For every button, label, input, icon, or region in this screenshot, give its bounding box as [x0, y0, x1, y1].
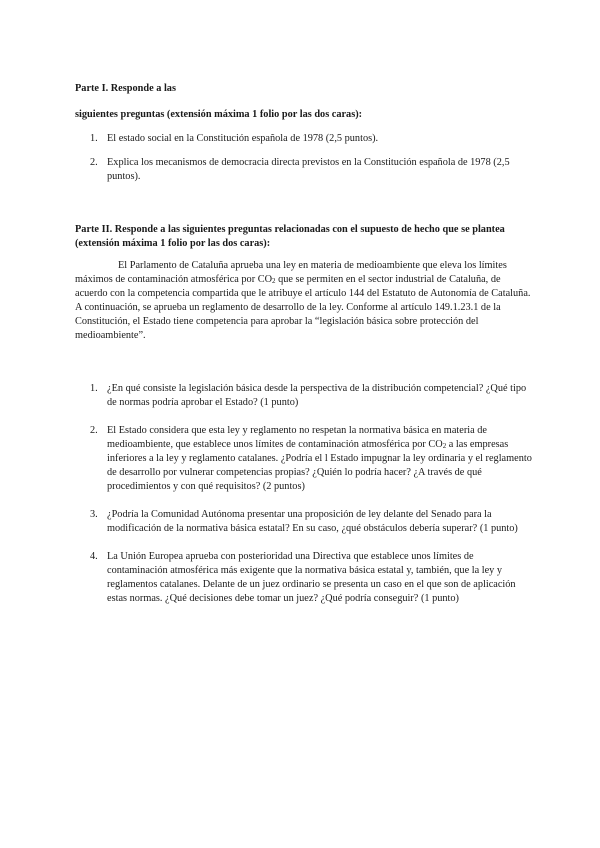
list-item-text-start: El Estado considera que esta ley y reglamento no respetan la normativa básica en materia de medioambiente, que establece unos límites de contaminación atmosférica por CO	[107, 425, 487, 450]
part1-heading-line1: Parte I. Responde a las	[75, 83, 176, 94]
part2-heading: Parte II. Responde a las siguientes preguntas relacionadas con el supuesto de hecho que se plantea (extensión máxima 1 folio por las dos caras):	[75, 224, 505, 249]
list-item-number: 2.	[90, 157, 98, 168]
part1-question-list	[75, 132, 535, 194]
part1-heading-line2: siguientes preguntas (extensión máxima 1 folio por las dos caras):	[75, 109, 363, 120]
list-item	[75, 424, 535, 494]
list-item	[75, 156, 535, 184]
list-item-number: 3.	[90, 509, 98, 520]
list-item-number: 2.	[90, 425, 98, 436]
part2-question-list	[75, 382, 535, 620]
list-item	[75, 550, 535, 606]
list-item-text: El estado social en la Constitución española de 1978 (2,5 puntos).	[107, 133, 379, 144]
paragraph-text-start: El Parlamento de Cataluña aprueba una ley en materia de medioambiente que eleva los límites máximos de contaminación atmosférica por CO	[75, 260, 507, 285]
list-item-text	[107, 425, 532, 492]
list-item	[75, 508, 535, 536]
paragraph-text-end: que se permiten en el sector industrial de Cataluña, de acuerdo con la competencia compartida que le atribuye el artículo 144 del Estatuto de Autonomía de Cataluña. A continuación, se aprueba un reglamento de desarrollo de la ley. Conforme al artículo 149.1.23.1 de la Constitución, el Estado tiene competencia para aprobar la “legislación básica sobre protección del medioambiente”.	[75, 274, 531, 341]
list-item-number: 1.	[90, 383, 98, 394]
list-item-text-end: a las empresas inferiores a la ley y reglamento catalanes. ¿Podría el l Estado impugnar la ley ordinaria y el reglamento de desarrollo por vulnerar competencias propias? ¿Quién lo podría hacer? ¿A través de qué procedimientos y con qué requisitos? (2 puntos)	[107, 439, 532, 492]
list-item-number: 4.	[90, 551, 98, 562]
list-item	[75, 132, 535, 146]
subscript-2: 2	[442, 442, 447, 450]
list-item-text: La Unión Europea aprueba con posterioridad una Directiva que establece unos límites de contaminación atmosférica más exigente que la normativa básica estatal y, también, que la ley y reglamentos catalanes. Delante de un juez ordinario se presenta un caso en el que son de aplicación estas normas. ¿Qué decisiones debe tomar un juez? ¿Qué podría conseguir? (1 punto)	[107, 551, 516, 604]
list-item	[75, 382, 535, 410]
list-item-text: ¿En qué consiste la legislación básica desde la perspectiva de la distribución competencial? ¿Qué tipo de normas podría aprobar el Estado? (1 punto)	[107, 383, 527, 408]
list-item-number: 1.	[90, 133, 98, 144]
case-statement-paragraph	[75, 259, 535, 343]
list-item-text: Explica los mecanismos de democracia directa previstos en la Constitución española de 1978 (2,5 puntos).	[107, 157, 510, 182]
subscript-2: 2	[272, 277, 276, 285]
list-item-text: ¿Podría la Comunidad Autónoma presentar una proposición de ley delante del Senado para la modificación de la normativa básica estatal? En su caso, ¿qué obstáculos debería superar? (1 punto)	[107, 509, 518, 534]
